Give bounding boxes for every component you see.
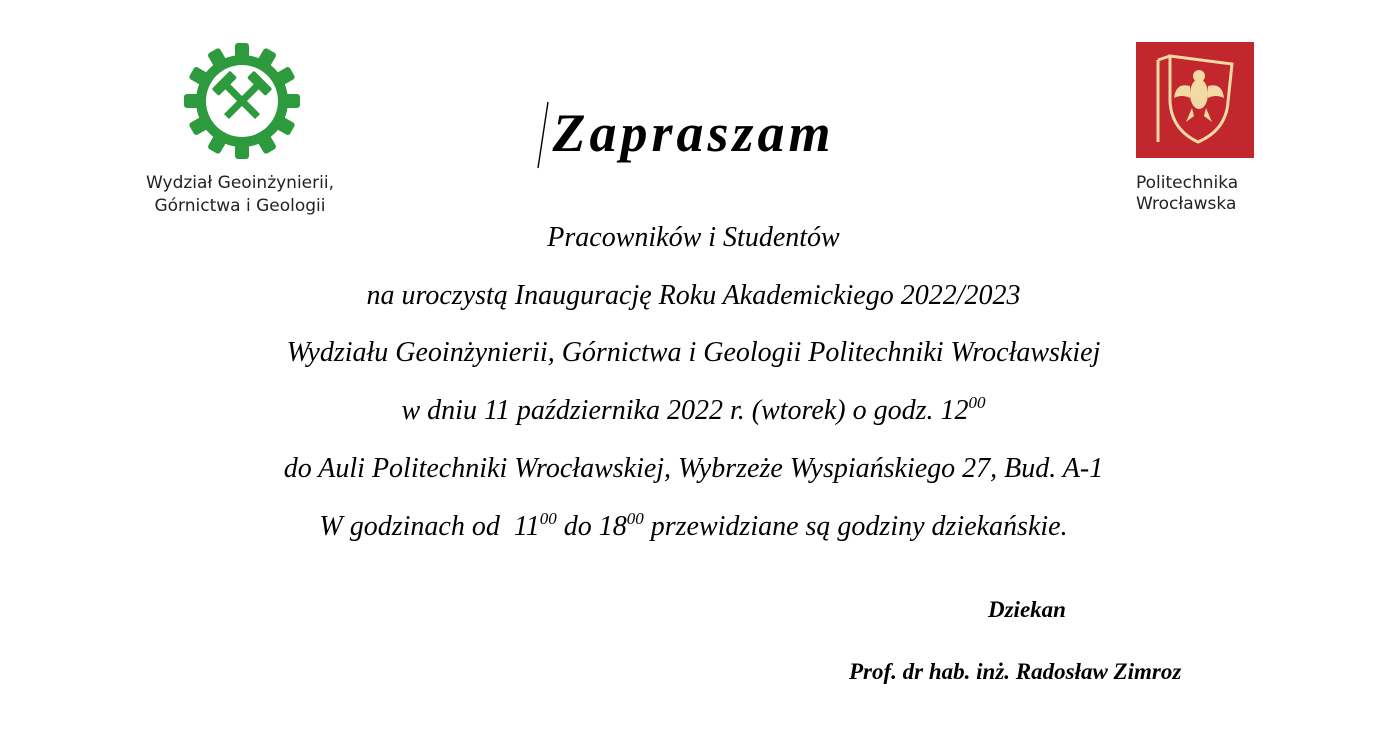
place-line: do Auli Politechniki Wrocławskiej, Wybrzeże Wyspiańskiego 27, Bud. A-1 bbox=[283, 453, 1104, 484]
event-line: na uroczystą Inaugurację Roku Akademickiego 2022/2023 bbox=[366, 280, 1021, 311]
hours-end-minutes: 00 bbox=[626, 509, 644, 528]
signature-name: Prof. dr hab. inż. Radosław Zimroz bbox=[849, 659, 1182, 684]
faculty-name-line-2: Górnictwa i Geologii bbox=[154, 196, 326, 216]
hours-text-b: do 18 bbox=[556, 511, 627, 542]
date-line bbox=[0, 395, 1387, 427]
audience-line: Pracowników i Studentów bbox=[547, 222, 840, 253]
hours-text-c: przewidziane są godziny dziekańskie. bbox=[643, 511, 1068, 542]
faculty-name-line-1: Wydział Geoinżynierii, bbox=[146, 173, 334, 193]
invitation-title bbox=[0, 102, 1387, 164]
university-name-line-1: Politechnika bbox=[1136, 173, 1239, 193]
faculty-line: Wydziału Geoinżynierii, Górnictwa i Geologii Politechniki Wrocławskiej bbox=[286, 337, 1101, 368]
text-cursor-mark-icon bbox=[536, 102, 550, 170]
university-name bbox=[1134, 173, 1258, 215]
title-text: Zapraszam bbox=[552, 103, 835, 163]
date-text: w dniu 11 października 2022 r. (wtorek) o godz. 12 bbox=[401, 395, 969, 426]
signature-role: Dziekan bbox=[988, 597, 1066, 622]
date-minutes: 00 bbox=[968, 393, 986, 412]
university-name-line-2: Wrocławska bbox=[1136, 194, 1237, 214]
hours-text-a: W godzinach od 11 bbox=[319, 511, 540, 542]
faculty-name bbox=[140, 172, 340, 218]
hours-start-minutes: 00 bbox=[539, 509, 557, 528]
hours-line bbox=[0, 511, 1387, 543]
